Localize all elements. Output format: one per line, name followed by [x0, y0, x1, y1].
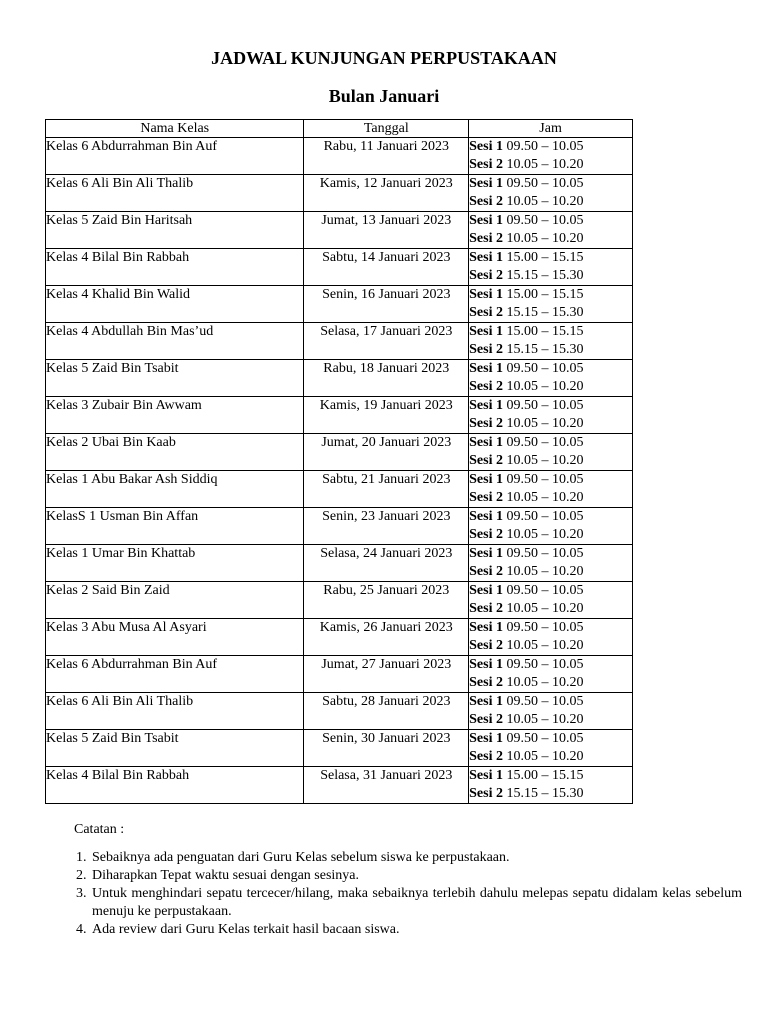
table-row	[46, 471, 633, 508]
sesi-label: Sesi 2	[469, 416, 503, 431]
cell-nama-kelas: Kelas 2 Said Bin Zaid	[46, 582, 304, 619]
sesi-time: 15.15 – 15.30	[506, 342, 584, 357]
sesi-time: 09.50 – 10.05	[506, 583, 584, 598]
page-title: JADWAL KUNJUNGAN PERPUSTAKAAN	[211, 48, 557, 68]
sesi-time: 15.15 – 15.30	[506, 786, 584, 801]
sesi-label: Sesi 1	[469, 472, 503, 487]
sesi-time: 09.50 – 10.05	[506, 213, 584, 228]
sesi-1-line	[469, 360, 632, 378]
table-row	[46, 656, 633, 693]
sesi-time: 10.05 – 10.20	[506, 416, 584, 431]
sesi-label: Sesi 1	[469, 768, 503, 783]
cell-tanggal: Selasa, 17 Januari 2023	[304, 323, 469, 360]
table-row	[46, 360, 633, 397]
sesi-time: 09.50 – 10.05	[506, 176, 584, 191]
note-item: 3. Untuk menghindari sepatu tercecer/hilang, maka sebaiknya terlebih dahulu melepas sepatu didalam kelas sebelum menuju ke perpustakaan.	[90, 885, 742, 921]
sesi-time: 09.50 – 10.05	[506, 694, 584, 709]
sesi-time: 10.05 – 10.20	[506, 601, 584, 616]
sesi-time: 09.50 – 10.05	[506, 435, 584, 450]
sesi-time: 15.15 – 15.30	[506, 268, 584, 283]
cell-tanggal: Rabu, 11 Januari 2023	[304, 138, 469, 175]
table-header-row	[46, 120, 633, 138]
sesi-2-line	[469, 452, 632, 470]
header-nama-kelas: Nama Kelas	[46, 120, 304, 138]
sesi-2-line	[469, 674, 632, 692]
table-row	[46, 434, 633, 471]
cell-nama-kelas: Kelas 1 Abu Bakar Ash Siddiq	[46, 471, 304, 508]
schedule-body	[46, 138, 633, 804]
table-row	[46, 508, 633, 545]
cell-jam	[469, 434, 633, 471]
cell-tanggal: Senin, 23 Januari 2023	[304, 508, 469, 545]
sesi-label: Sesi 2	[469, 712, 503, 727]
sesi-label: Sesi 2	[469, 453, 503, 468]
cell-jam	[469, 323, 633, 360]
sesi-label: Sesi 2	[469, 342, 503, 357]
sesi-2-line	[469, 600, 632, 618]
sesi-time: 10.05 – 10.20	[506, 379, 584, 394]
cell-jam	[469, 360, 633, 397]
cell-jam	[469, 582, 633, 619]
cell-tanggal: Jumat, 27 Januari 2023	[304, 656, 469, 693]
cell-tanggal: Sabtu, 28 Januari 2023	[304, 693, 469, 730]
table-row	[46, 323, 633, 360]
sesi-1-line	[469, 656, 632, 674]
table-row	[46, 730, 633, 767]
sesi-1-line	[469, 212, 632, 230]
cell-tanggal: Jumat, 20 Januari 2023	[304, 434, 469, 471]
header-jam: Jam	[469, 120, 633, 138]
sesi-label: Sesi 2	[469, 379, 503, 394]
table-row	[46, 212, 633, 249]
sesi-1-line	[469, 619, 632, 637]
sesi-time: 15.00 – 15.15	[506, 768, 584, 783]
cell-nama-kelas: Kelas 2 Ubai Bin Kaab	[46, 434, 304, 471]
note-item: 2. Diharapkan Tepat waktu sesuai dengan sesinya.	[90, 867, 742, 885]
cell-tanggal: Sabtu, 14 Januari 2023	[304, 249, 469, 286]
cell-jam	[469, 249, 633, 286]
cell-tanggal: Jumat, 13 Januari 2023	[304, 212, 469, 249]
sesi-label: Sesi 2	[469, 490, 503, 505]
sesi-label: Sesi 1	[469, 509, 503, 524]
sesi-label: Sesi 2	[469, 231, 503, 246]
sesi-2-line	[469, 156, 632, 174]
sesi-2-line	[469, 378, 632, 396]
sesi-label: Sesi 1	[469, 287, 503, 302]
sesi-1-line	[469, 582, 632, 600]
sesi-label: Sesi 2	[469, 157, 503, 172]
cell-nama-kelas: Kelas 6 Ali Bin Ali Thalib	[46, 175, 304, 212]
sesi-label: Sesi 1	[469, 657, 503, 672]
cell-nama-kelas: Kelas 1 Umar Bin Khattab	[46, 545, 304, 582]
sesi-2-line	[469, 267, 632, 285]
cell-jam	[469, 286, 633, 323]
sesi-label: Sesi 2	[469, 305, 503, 320]
sesi-time: 09.50 – 10.05	[506, 361, 584, 376]
sesi-time: 09.50 – 10.05	[506, 472, 584, 487]
sesi-label: Sesi 1	[469, 694, 503, 709]
table-row	[46, 397, 633, 434]
sesi-1-line	[469, 286, 632, 304]
sesi-time: 10.05 – 10.20	[506, 490, 584, 505]
cell-nama-kelas: Kelas 5 Zaid Bin Haritsah	[46, 212, 304, 249]
sesi-time: 15.00 – 15.15	[506, 250, 584, 265]
cell-jam	[469, 508, 633, 545]
sesi-1-line	[469, 730, 632, 748]
cell-jam	[469, 767, 633, 804]
cell-tanggal: Selasa, 24 Januari 2023	[304, 545, 469, 582]
cell-tanggal: Kamis, 26 Januari 2023	[304, 619, 469, 656]
sesi-time: 10.05 – 10.20	[506, 157, 584, 172]
sesi-time: 10.05 – 10.20	[506, 712, 584, 727]
sesi-label: Sesi 2	[469, 268, 503, 283]
cell-tanggal: Rabu, 18 Januari 2023	[304, 360, 469, 397]
sesi-2-line	[469, 489, 632, 507]
sesi-1-line	[469, 471, 632, 489]
sesi-label: Sesi 1	[469, 731, 503, 746]
sesi-label: Sesi 2	[469, 786, 503, 801]
sesi-2-line	[469, 193, 632, 211]
sesi-time: 09.50 – 10.05	[506, 657, 584, 672]
sesi-time: 10.05 – 10.20	[506, 231, 584, 246]
cell-jam	[469, 545, 633, 582]
sesi-label: Sesi 1	[469, 324, 503, 339]
cell-nama-kelas: Kelas 5 Zaid Bin Tsabit	[46, 730, 304, 767]
sesi-time: 09.50 – 10.05	[506, 620, 584, 635]
sesi-2-line	[469, 748, 632, 766]
header-tanggal: Tanggal	[304, 120, 469, 138]
cell-tanggal: Sabtu, 21 Januari 2023	[304, 471, 469, 508]
sesi-label: Sesi 1	[469, 620, 503, 635]
cell-nama-kelas: Kelas 4 Bilal Bin Rabbah	[46, 249, 304, 286]
sesi-1-line	[469, 323, 632, 341]
cell-jam	[469, 693, 633, 730]
sesi-time: 09.50 – 10.05	[506, 546, 584, 561]
table-row	[46, 545, 633, 582]
sesi-time: 15.00 – 15.15	[506, 287, 584, 302]
sesi-time: 10.05 – 10.20	[506, 194, 584, 209]
cell-jam	[469, 730, 633, 767]
sesi-label: Sesi 1	[469, 361, 503, 376]
cell-nama-kelas: Kelas 3 Abu Musa Al Asyari	[46, 619, 304, 656]
sesi-2-line	[469, 637, 632, 655]
sesi-label: Sesi 2	[469, 564, 503, 579]
table-row	[46, 249, 633, 286]
page-subtitle: Bulan Januari	[328, 86, 440, 106]
sesi-time: 15.00 – 15.15	[506, 324, 584, 339]
sesi-label: Sesi 2	[469, 638, 503, 653]
sesi-time: 10.05 – 10.20	[506, 564, 584, 579]
table-row	[46, 619, 633, 656]
sesi-label: Sesi 1	[469, 213, 503, 228]
sesi-label: Sesi 1	[469, 546, 503, 561]
cell-jam	[469, 138, 633, 175]
sesi-1-line	[469, 508, 632, 526]
cell-nama-kelas: Kelas 6 Abdurrahman Bin Auf	[46, 138, 304, 175]
sesi-1-line	[469, 767, 632, 785]
sesi-2-line	[469, 304, 632, 322]
cell-tanggal: Kamis, 12 Januari 2023	[304, 175, 469, 212]
sesi-time: 09.50 – 10.05	[506, 509, 584, 524]
sesi-time: 10.05 – 10.20	[506, 527, 584, 542]
cell-tanggal: Senin, 30 Januari 2023	[304, 730, 469, 767]
sesi-label: Sesi 1	[469, 250, 503, 265]
cell-tanggal: Selasa, 31 Januari 2023	[304, 767, 469, 804]
sesi-label: Sesi 1	[469, 176, 503, 191]
cell-tanggal: Senin, 16 Januari 2023	[304, 286, 469, 323]
cell-nama-kelas: Kelas 4 Khalid Bin Walid	[46, 286, 304, 323]
table-row	[46, 767, 633, 804]
table-row	[46, 693, 633, 730]
sesi-label: Sesi 2	[469, 675, 503, 690]
table-row	[46, 138, 633, 175]
sesi-time: 09.50 – 10.05	[506, 731, 584, 746]
sesi-time: 15.15 – 15.30	[506, 305, 584, 320]
cell-nama-kelas: Kelas 3 Zubair Bin Awwam	[46, 397, 304, 434]
sesi-1-line	[469, 693, 632, 711]
cell-jam	[469, 619, 633, 656]
sesi-2-line	[469, 415, 632, 433]
sesi-label: Sesi 2	[469, 601, 503, 616]
sesi-time: 10.05 – 10.20	[506, 675, 584, 690]
notes-title: Catatan :	[74, 822, 125, 837]
sesi-2-line	[469, 711, 632, 729]
cell-tanggal: Rabu, 25 Januari 2023	[304, 582, 469, 619]
sesi-1-line	[469, 397, 632, 415]
sesi-1-line	[469, 138, 632, 156]
cell-jam	[469, 656, 633, 693]
cell-nama-kelas: Kelas 6 Ali Bin Ali Thalib	[46, 693, 304, 730]
sesi-1-line	[469, 249, 632, 267]
sesi-1-line	[469, 545, 632, 563]
sesi-label: Sesi 2	[469, 749, 503, 764]
cell-jam	[469, 471, 633, 508]
note-item: 4. Ada review dari Guru Kelas terkait hasil bacaan siswa.	[90, 921, 742, 939]
sesi-time: 09.50 – 10.05	[506, 139, 584, 154]
table-row	[46, 175, 633, 212]
note-item: 1. Sebaiknya ada penguatan dari Guru Kelas sebelum siswa ke perpustakaan.	[90, 849, 742, 867]
sesi-label: Sesi 1	[469, 435, 503, 450]
sesi-2-line	[469, 563, 632, 581]
sesi-2-line	[469, 785, 632, 803]
table-row	[46, 286, 633, 323]
sesi-label: Sesi 2	[469, 194, 503, 209]
cell-nama-kelas: KelasS 1 Usman Bin Affan	[46, 508, 304, 545]
table-row	[46, 582, 633, 619]
cell-nama-kelas: Kelas 4 Bilal Bin Rabbah	[46, 767, 304, 804]
sesi-time: 10.05 – 10.20	[506, 453, 584, 468]
sesi-2-line	[469, 230, 632, 248]
sesi-2-line	[469, 526, 632, 544]
cell-tanggal: Kamis, 19 Januari 2023	[304, 397, 469, 434]
schedule-table	[45, 119, 633, 804]
sesi-label: Sesi 1	[469, 139, 503, 154]
cell-jam	[469, 175, 633, 212]
sesi-1-line	[469, 175, 632, 193]
cell-jam	[469, 397, 633, 434]
sesi-2-line	[469, 341, 632, 359]
notes-list	[70, 849, 742, 939]
cell-nama-kelas: Kelas 5 Zaid Bin Tsabit	[46, 360, 304, 397]
sesi-1-line	[469, 434, 632, 452]
cell-nama-kelas: Kelas 4 Abdullah Bin Mas’ud	[46, 323, 304, 360]
cell-nama-kelas: Kelas 6 Abdurrahman Bin Auf	[46, 656, 304, 693]
sesi-time: 09.50 – 10.05	[506, 398, 584, 413]
sesi-time: 10.05 – 10.20	[506, 749, 584, 764]
sesi-time: 10.05 – 10.20	[506, 638, 584, 653]
sesi-label: Sesi 1	[469, 583, 503, 598]
cell-jam	[469, 212, 633, 249]
sesi-label: Sesi 2	[469, 527, 503, 542]
sesi-label: Sesi 1	[469, 398, 503, 413]
